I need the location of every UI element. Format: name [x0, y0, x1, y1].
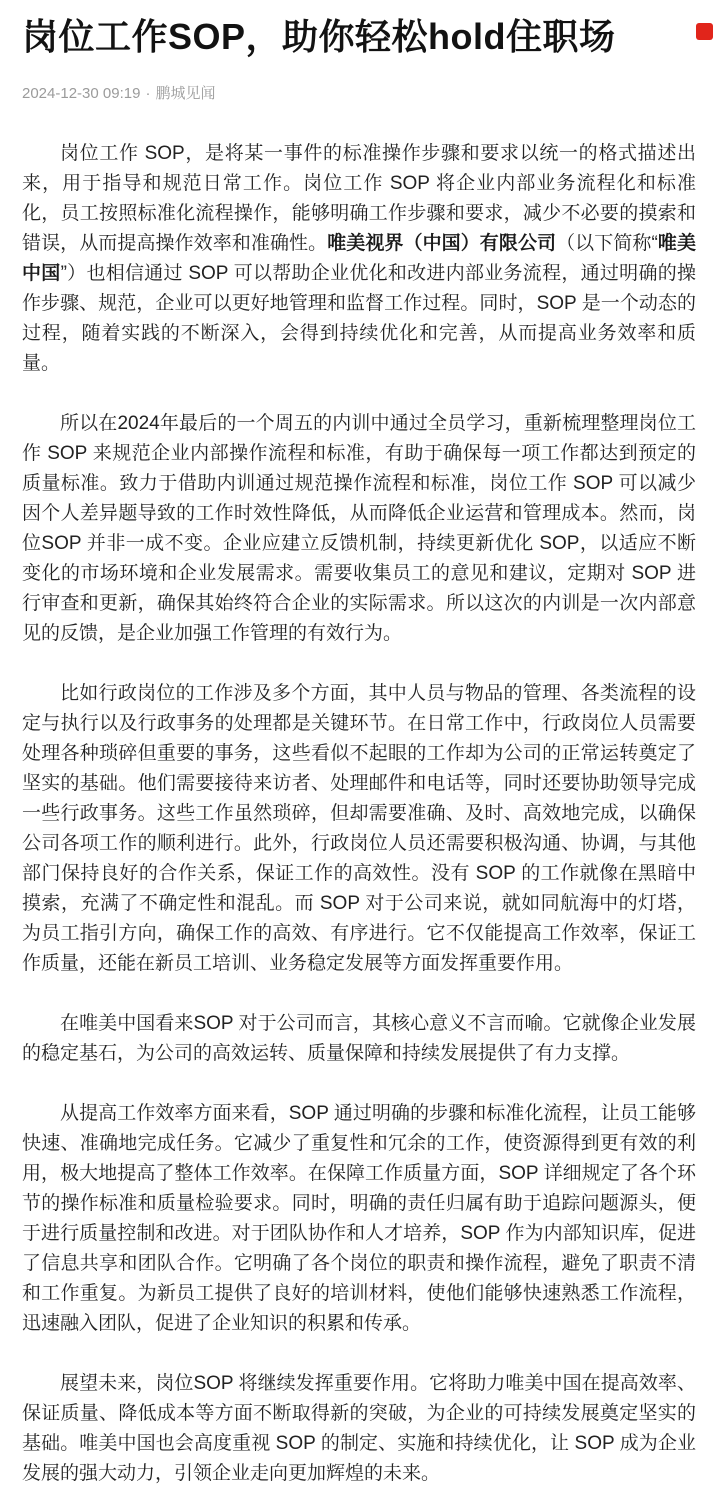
article-page	[0, 14, 718, 1510]
meta-separator: ·	[145, 84, 151, 102]
source-name[interactable]: 鹏城见闻	[155, 84, 216, 102]
article-paragraph: 从提高工作效率方面来看，SOP 通过明确的步骤和标准化流程，让员工能够快速、准确地完成任务。它减少了重复性和冗余的工作，使资源得到更有效的利用，极大地提高了整体工作效率。在保障工作质量方面，SOP 详细规定了各个环节的操作标准和质量检验要求。同时，明确的责任归属有助于追踪问题源头，便于进行质量控制和改进。对于团队协作和人才培养，SOP 作为内部知识库，促进了信息共享和团队合作。它明确了各个岗位的职责和操作流程，避免了职责不清和工作重复。为新员工提供了良好的培训材料，使他们能够快速熟悉工作流程，迅速融入团队，促进了企业知识的积累和传承。	[22, 1102, 696, 1334]
article-body	[22, 139, 696, 1489]
red-badge-icon[interactable]	[696, 23, 713, 40]
article-paragraph: 所以在2024年最后的一个周五的内训中通过全员学习，重新梳理整理岗位工作 SOP 来规范企业内部操作流程和标准，有助于确保每一项工作都达到预定的质量标准。致力于借助内训通过规范操作流程和标准，岗位工作 SOP 可以减少因个人差异题导致的工作时效性降低，从而降低企业运营和管理成本。然而，岗位SOP 并非一成不变。企业应建立反馈机制，持续更新优化 SOP，以适应不断变化的市场环境和企业发展需求。需要收集员工的意见和建议，定期对 SOP 进行审查和更新，确保其始终符合企业的实际需求。所以这次的内训是一次内部意见的反馈，是企业加强工作管理的有效行为。	[22, 412, 696, 644]
article-title: 岗位工作SOP，助你轻松hold住职场	[22, 16, 616, 57]
article-meta	[22, 85, 696, 103]
article-paragraph: 展望未来，岗位SOP 将继续发挥重要作用。它将助力唯美中国在提高效率、保证质量、降低成本等方面不断取得新的突破，为企业的可持续发展奠定坚实的基础。唯美中国也会高度重视 SOP 的制定、实施和持续优化，让 SOP 成为企业发展的强大动力，引领企业走向更加辉煌的未来。	[22, 1372, 696, 1484]
article-paragraph: 岗位工作 SOP，是将某一事件的标准操作步骤和要求以统一的格式描述出来，用于指导和规范日常工作。岗位工作 SOP 将企业内部业务流程化和标准化，员工按照标准化流程操作，能够明确工作步骤和要求，减少不必要的摸索和错误，从而提高操作效率和准确性。唯美视界（中国）有限公司（以下简称“唯美中国”）也相信通过 SOP 可以帮助企业优化和改进内部业务流程，通过明确的操作步骤、规范，企业可以更好地管理和监督工作过程。同时，SOP 是一个动态的过程，随着实践的不断深入，会得到持续优化和完善，从而提高业务效率和质量。	[22, 142, 696, 374]
publish-time: 2024-12-30 09:19	[22, 84, 141, 102]
article-paragraph: 在唯美中国看来SOP 对于公司而言，其核心意义不言而喻。它就像企业发展的稳定基石，为公司的高效运转、质量保障和持续发展提供了有力支撑。	[22, 1012, 696, 1064]
article-paragraph: 比如行政岗位的工作涉及多个方面，其中人员与物品的管理、各类流程的设定与执行以及行政事务的处理都是关键环节。在日常工作中，行政岗位人员需要处理各种琐碎但重要的事务，这些看似不起眼的工作却为公司的正常运转奠定了坚实的基础。他们需要接待来访者、处理邮件和电话等，同时还要协助领导完成一些行政事务。这些工作虽然琐碎，但却需要准确、及时、高效地完成，以确保公司各项工作的顺利进行。此外，行政岗位人员还需要积极沟通、协调，与其他部门保持良好的合作关系，保证工作的高效性。没有 SOP 的工作就像在黑暗中摸索，充满了不确定性和混乱。而 SOP 对于公司来说，就如同航海中的灯塔，为员工指引方向，确保工作的高效、有序进行。它不仅能提高工作效率，保证工作质量，还能在新员工培训、业务稳定发展等方面发挥重要作用。	[22, 682, 696, 974]
